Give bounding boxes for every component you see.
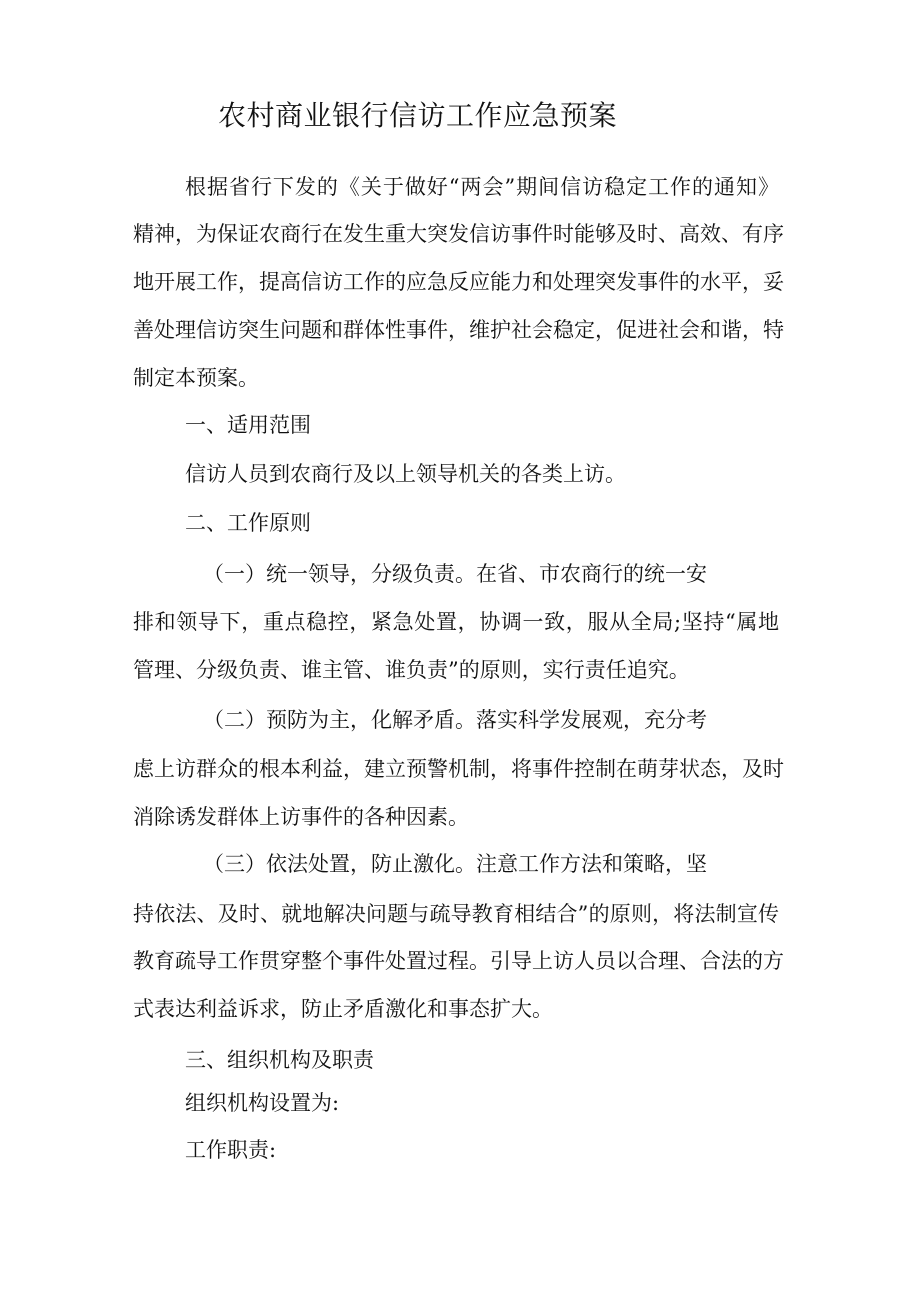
intro-line-3: 地开展工作，提高信访工作的应急反应能力和处理突发事件的水平，妥 (133, 270, 784, 294)
document-title: 农村商业银行信访工作应急预案 (218, 99, 618, 132)
principle-3-line-1: （三）依法处置，防止激化。注意工作方法和策略，坚 (203, 852, 707, 876)
principle-3-line-3: 教育疏导工作贯穿整个事件处置过程。引导上访人员以合理、合法的方 (133, 949, 784, 973)
principle-3-line-4: 式表达利益诉求，防止矛盾激化和事态扩大。 (133, 997, 553, 1021)
intro-line-4: 善处理信访突生问题和群体性事件，维护社会稳定，促进社会和谐，特 (133, 318, 784, 342)
principle-2-line-1: （二）预防为主，化解矛盾。落实科学发展观，充分考 (203, 708, 707, 732)
organization-setup: 组织机构设置为: (185, 1091, 340, 1115)
intro-line-5: 制定本预案。 (133, 366, 259, 390)
work-duties: 工作职责: (185, 1138, 277, 1162)
scope-text: 信访人员到农商行及以上领导机关的各类上访。 (185, 462, 626, 486)
principle-3-line-2: 持依法、及时、就地解决问题与疏导教育相结合”的原则，将法制宣传 (133, 902, 779, 926)
principle-1-line-2: 排和领导下，重点稳控，紧急处置，协调一致，服从全局;坚持“属地 (133, 610, 779, 634)
principle-2-line-3: 消除诱发群体上访事件的各种因素。 (133, 805, 469, 829)
principle-1-line-1: （一）统一领导，分级负责。在省、市农商行的统一安 (203, 562, 707, 586)
principle-1-line-3: 管理、分级负责、谁主管、谁负责”的原则，实行责任追究。 (133, 658, 690, 682)
section-heading-principles: 二、工作原则 (185, 511, 311, 535)
principle-2-line-2: 虑上访群众的根本利益，建立预警机制，将事件控制在萌芽状态，及时 (133, 757, 784, 781)
intro-line-2: 精神，为保证农商行在发生重大突发信访事件时能够及时、高效、有序 (133, 222, 784, 246)
section-heading-organization: 三、组织机构及职责 (185, 1048, 374, 1072)
intro-line-1: 根据省行下发的《关于做好“两会”期间信访稳定工作的通知》 (185, 175, 779, 199)
section-heading-scope: 一、适用范围 (185, 413, 311, 437)
